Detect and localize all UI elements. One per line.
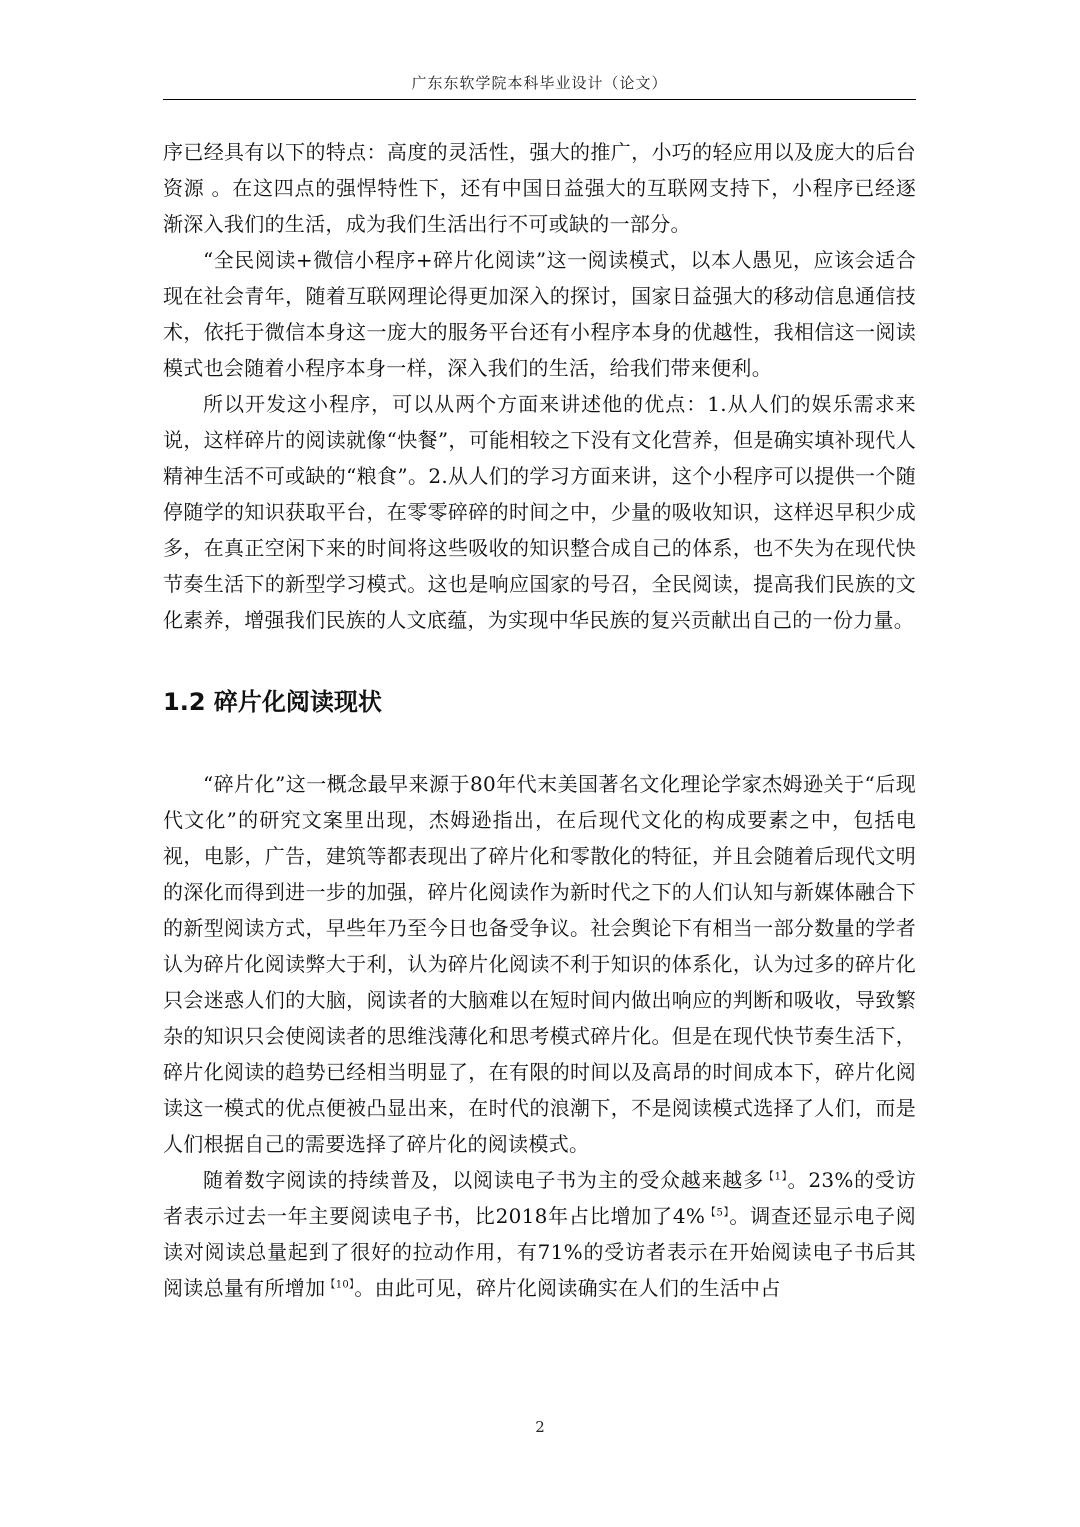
paragraph-5: [163, 1162, 916, 1306]
paragraph-5-text-4: 。由此可见，碎片化阅读确实在人们的生活中占: [354, 1276, 781, 1300]
page-number: 2: [535, 1418, 545, 1436]
citation-1: 【1】: [763, 1171, 788, 1183]
paragraph-5-text-3: 。调查还显示电子阅读对阅读总量起到了很好的拉动作用，有71%的受访者表示在开始阅读电子书后其阅读总量有所增加: [163, 1204, 917, 1300]
section-heading: 1.2 碎片化阅读现状: [163, 688, 382, 716]
header-rule: [163, 99, 916, 100]
citation-2: 【5】: [705, 1207, 730, 1219]
paragraph-3: 所以开发这小程序，可以从两个方面来讲述他的优点：1.从人们的娱乐需求来说，这样碎片的阅读就像“快餐”，可能相较之下没有文化营养，但是确实填补现代人精神生活不可或缺的“粮食”。2.从人们的学习方面来讲，这个小程序可以提供一个随停随学的知识获取平台，在零零碎碎的时间之中，少量的吸收知识，这样迟早积少成多，在真正空闲下来的时间将这些吸收的知识整合成自己的体系，也不失为在现代快节奏生活下的新型学习模式。这也是响应国家的号召，全民阅读，提高我们民族的文化素养，增强我们民族的人文底蕴，为实现中华民族的复兴贡献出自己的一份力量。: [163, 392, 916, 632]
paragraph-5-text-2: 。23%的受访者表示过去一年主要阅读电子书，比2018年占比增加了4%: [163, 1168, 916, 1228]
citation-3: 【10】: [325, 1279, 355, 1291]
running-header: 广东东软学院本科毕业设计（论文）: [411, 74, 668, 92]
page-body: [163, 134, 916, 1306]
paragraph-1: 序已经具有以下的特点：高度的灵活性，强大的推广，小巧的轻应用以及庞大的后台资源 。在这四点的强悍特性下，还有中国日益强大的互联网支持下，小程序已经逐渐深入我们的生活，成为我们生活出行不可或缺的一部分。: [163, 140, 916, 236]
paragraph-5-text-1: 随着数字阅读的持续普及，以阅读电子书为主的受众越来越多: [203, 1168, 764, 1192]
paragraph-2: “全民阅读+微信小程序+碎片化阅读”这一阅读模式，以本人愚见，应该会适合现在社会青年，随着互联网理论得更加深入的探讨，国家日益强大的移动信息通信技术，依托于微信本身这一庞大的服务平台还有小程序本身的优越性，我相信这一阅读模式也会随着小程序本身一样，深入我们的生活，给我们带来便利。: [163, 248, 916, 380]
paragraph-4: “碎片化”这一概念最早来源于80年代末美国著名文化理论学家杰姆逊关于“后现代文化”的研究文案里出现，杰姆逊指出，在后现代文化的构成要素之中，包括电视，电影，广告，建筑等都表现出了碎片化和零散化的特征，并且会随着后现代文明的深化而得到进一步的加强，碎片化阅读作为新时代之下的人们认知与新媒体融合下的新型阅读方式，早些年乃至今日也备受争议。社会舆论下有相当一部分数量的学者认为碎片化阅读弊大于利，认为碎片化阅读不利于知识的体系化，认为过多的碎片化只会迷惑人们的大脑，阅读者的大脑难以在短时间内做出响应的判断和吸收，导致繁杂的知识只会使阅读者的思维浅薄化和思考模式碎片化。但是在现代快节奏生活下，碎片化阅读的趋势已经相当明显了，在有限的时间以及高昂的时间成本下，碎片化阅读这一模式的优点便被凸显出来，在时代的浪潮下，不是阅读模式选择了人们，而是人们根据自己的需要选择了碎片化的阅读模式。: [163, 772, 916, 1156]
